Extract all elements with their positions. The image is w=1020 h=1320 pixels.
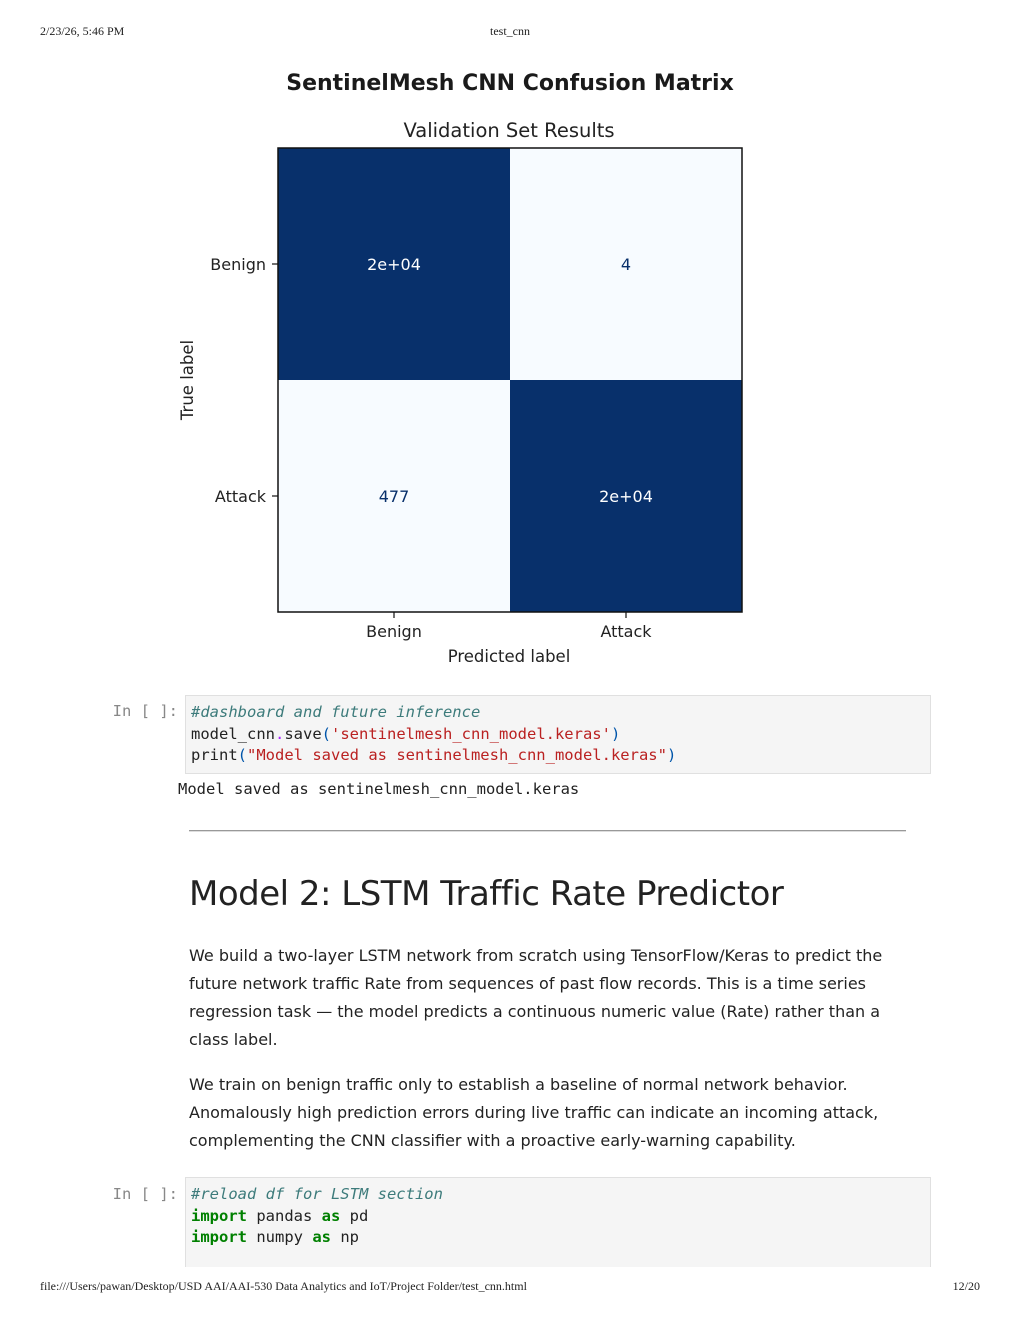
print-page-number: 12/20: [952, 1279, 980, 1293]
code-keyword: import: [191, 1228, 247, 1246]
confusion-matrix-chart: [150, 58, 870, 678]
cell-value-label: 2e+04: [367, 255, 421, 274]
print-footer: [0, 1279, 1020, 1297]
code-keyword: as: [321, 1206, 341, 1225]
code-token: ): [610, 724, 621, 743]
y-tick-label: Benign: [210, 255, 266, 274]
chart-subtitle: Validation Set Results: [403, 119, 615, 142]
x-tick-label: Attack: [600, 622, 652, 641]
code-cell-save-model[interactable]: [185, 695, 931, 774]
confusion-matrix-figure: [150, 58, 870, 678]
code-token: pandas: [247, 1206, 322, 1225]
code-keyword: import: [191, 1206, 247, 1225]
code-token: save: [284, 724, 322, 743]
code-token: print: [191, 746, 238, 764]
print-header: [0, 24, 1020, 42]
x-axis-label: Predicted label: [447, 647, 571, 666]
code-comment: #dashboard and future inference: [191, 703, 481, 721]
x-tick-label: Benign: [366, 622, 422, 641]
section-heading: Model 2: LSTM Traffic Rate Predictor: [189, 874, 784, 914]
cell-value-label: 2e+04: [599, 487, 653, 506]
section-paragraph: We train on benign traffic only to establish a baseline of normal network behavior. Anomalously high prediction errors during live traffic can indicate an incoming attack, complementing the CNN classifier with a proactive early-warning capability.: [189, 1075, 879, 1150]
section-divider: [189, 830, 906, 832]
code-string: 'sentinelmesh_cnn_model.keras': [331, 724, 611, 743]
code-token: (: [237, 746, 248, 764]
code-token: numpy: [247, 1228, 313, 1246]
cell-value-label: 477: [378, 487, 410, 506]
print-datetime: 2/23/26, 5:46 PM: [40, 24, 125, 38]
print-file-path: file:///Users/pawan/Desktop/USD AAI/AAI-530 Data Analytics and IoT/Project Folder/test_cnn.html: [40, 1279, 527, 1293]
y-tick-label: Attack: [214, 487, 266, 506]
code-comment: #reload df for LSTM section: [191, 1185, 443, 1203]
cell-value-label: 4: [620, 255, 632, 274]
y-axis-label: True label: [178, 339, 197, 421]
chart-title: SentinelMesh CNN Confusion Matrix: [286, 71, 734, 96]
code-string: "Model saved as sentinelmesh_cnn_model.keras": [247, 746, 667, 764]
code-token: ): [666, 746, 677, 764]
cell-output: Model saved as sentinelmesh_cnn_model.keras: [178, 780, 580, 798]
code-token: pd: [340, 1206, 369, 1225]
code-token: model_cnn: [191, 724, 275, 743]
code-keyword: as: [312, 1228, 331, 1246]
cell-prompt: In [ ]:: [112, 702, 178, 720]
section-paragraph: We build a two-layer LSTM network from scratch using TensorFlow/Keras to predict the future network traffic Rate from sequences of past flow records. This is a time series regression task — the model predicts a continuous numeric value (Rate) rather than a class label.: [189, 946, 883, 1049]
print-title: test_cnn: [490, 24, 530, 38]
matrix-cells: [278, 148, 742, 612]
cell-prompt: In [ ]:: [112, 1185, 178, 1203]
code-token: (: [321, 724, 332, 743]
code-token: np: [331, 1228, 359, 1246]
code-token: .: [275, 724, 285, 743]
code-cell-reload-df[interactable]: [185, 1177, 931, 1267]
